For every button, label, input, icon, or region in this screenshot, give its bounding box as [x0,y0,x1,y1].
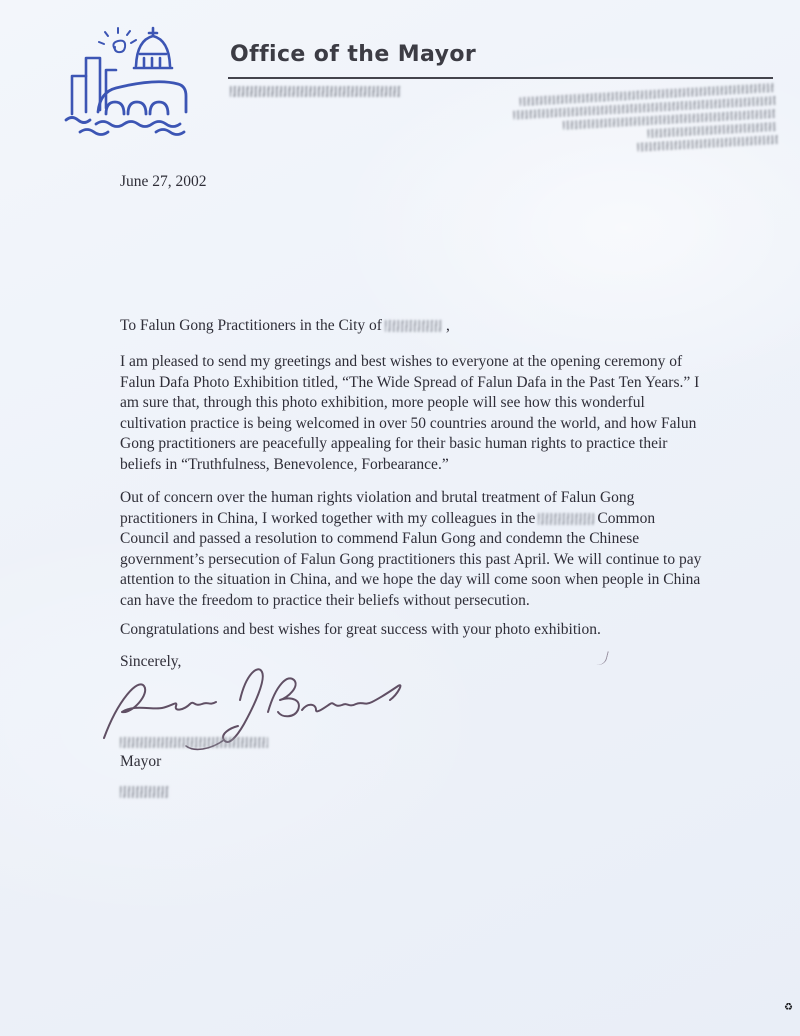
city-capitol-logo [60,20,200,138]
redacted-initials-line [120,786,170,798]
paragraph-2 [120,488,708,611]
salutation-comma: , [445,317,450,334]
header-rule [228,77,773,79]
paragraph-3: Congratulations and best wishes for great success with your photo exhibition. [120,621,601,638]
letter-date: June 27, 2002 [120,173,207,190]
sun-icon [99,28,136,52]
paragraph-2-before: Out of concern over the human rights violation and brutal treatment of Falun Gong practitioners in China, I worked together with my colleagues in the [120,489,635,527]
redacted-typed-signer-name [120,737,268,748]
salutation [120,316,708,337]
recycled-paper-icon: ♻ [784,1002,793,1013]
closing: Sincerely, [120,653,182,670]
paragraph-2-after: Common Council and passed a resolution to commend Falun Gong and condemn the Chinese government’s persecution of Falun Gong practitioners this past April. We will continue to pay attention to the situation in China, and we hope the day will come soon when people in China can have the freedom to practice their beliefs without persecution. [120,509,702,609]
salutation-text: To Falun Gong Practitioners in the City of [120,317,382,334]
redacted-city-name [385,320,443,332]
redacted-city-name [538,513,594,525]
office-title: Office of the Mayor [230,42,477,67]
paragraph-1: I am pleased to send my greetings and best wishes to everyone at the opening ceremony of Falun Dafa Photo Exhibition titled, “The Wide Spread of Falun Dafa in the Past Ten Years.” I am sure that, through this photo exhibition, more people will see how this wonderful cultivation practice is being welcomed in over 50 countries around the world, and how Falun Gong practitioners are peacefully appealing for their basic human rights to practice their beliefs in “Truthfulness, Benevolence, Forbearance.” [120,353,700,473]
signer-title: Mayor [120,753,162,770]
redacted-mayor-name-line [230,86,402,97]
redacted-address-block [495,83,778,164]
